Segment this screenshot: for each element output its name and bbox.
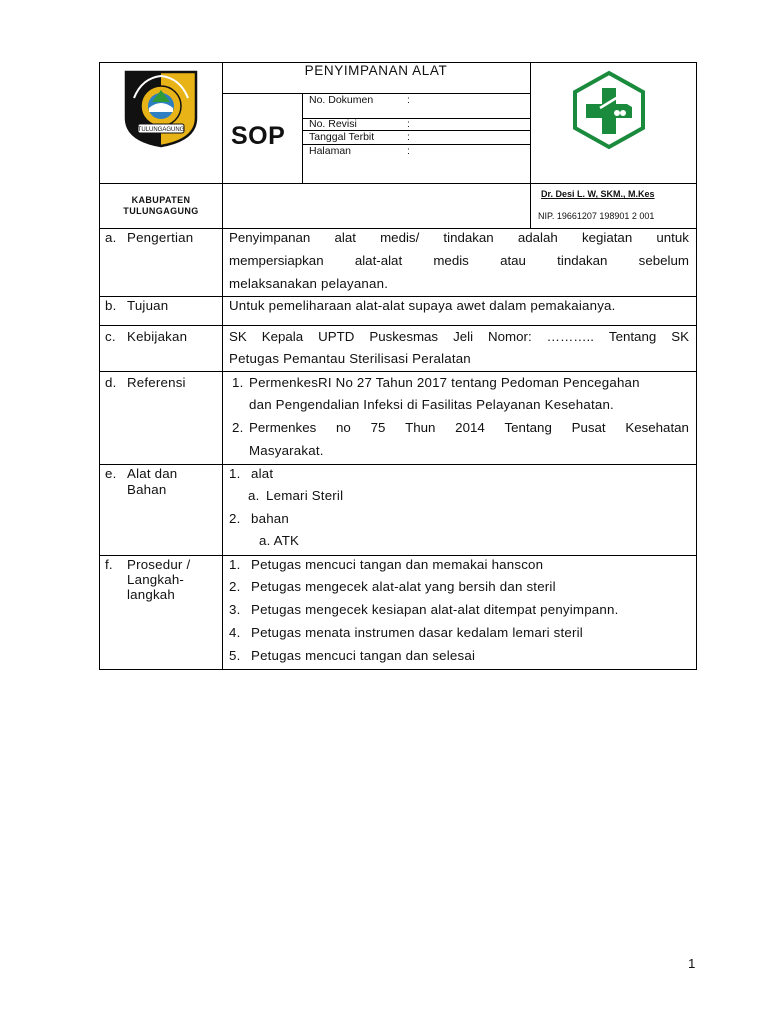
field-halaman-label: Halaman xyxy=(309,145,352,157)
section-b-label: Tujuan xyxy=(127,298,169,313)
material-2-text: bahan xyxy=(251,511,289,526)
material-1a-text: Lemari Steril xyxy=(266,488,344,503)
word: Kepala xyxy=(261,329,304,344)
signer-nip: NIP. 19661207 198901 2 001 xyxy=(538,211,655,221)
step-5-number: 5. xyxy=(229,648,241,663)
material-1-text: alat xyxy=(251,466,274,481)
section-d-letter: d. xyxy=(105,375,117,390)
region-line-1: KABUPATEN xyxy=(131,195,191,205)
word: Tentang xyxy=(504,420,552,435)
word: no xyxy=(336,420,351,435)
step-2-text: Petugas mengecek alat-alat yang bersih dan steril xyxy=(251,579,556,594)
word: Pusat xyxy=(571,420,606,435)
step-1-number: 1. xyxy=(229,557,241,572)
section-f-label-2: Langkah- xyxy=(127,572,185,587)
word: tindakan xyxy=(557,253,608,268)
word: Penyimpanan xyxy=(229,230,311,245)
word: alat-alat xyxy=(354,253,403,268)
region-line-2: TULUNGAGUNG xyxy=(123,206,199,216)
word: medis xyxy=(433,253,469,268)
field-no-revisi-label: No. Revisi xyxy=(309,118,357,130)
section-c-label: Kebijakan xyxy=(127,329,188,344)
section-a-label: Pengertian xyxy=(127,230,194,245)
word: Tentang xyxy=(608,329,657,344)
word: SK xyxy=(229,329,247,344)
field-tanggal-terbit-sep: : xyxy=(407,131,410,143)
section-c-line-1 xyxy=(229,329,689,344)
reference-1-number: 1. xyxy=(232,375,244,390)
section-a-letter: a. xyxy=(105,230,117,245)
step-4-number: 4. xyxy=(229,625,241,640)
step-3-number: 3. xyxy=(229,602,241,617)
step-5-text: Petugas mencuci tangan dan selesai xyxy=(251,648,476,663)
word: untuk xyxy=(656,230,689,245)
field-halaman-sep: : xyxy=(407,145,410,157)
reference-2-number: 2. xyxy=(232,420,244,435)
section-b-text: Untuk pemeliharaan alat-alat supaya awet dalam pemakaianya. xyxy=(229,298,616,313)
section-e-label-2: Bahan xyxy=(127,482,167,497)
sop-label: SOP xyxy=(231,122,286,150)
section-b-letter: b. xyxy=(105,298,117,313)
reference-1-line-2: dan Pengendalian Infeksi di Fasilitas Pelayanan Kesehatan. xyxy=(249,397,614,412)
page-number: 1 xyxy=(688,956,696,971)
word: tindakan xyxy=(443,230,494,245)
word: Nomor: xyxy=(488,329,532,344)
step-3-text: Petugas mengecek kesiapan alat-alat ditempat penyimpann. xyxy=(251,602,619,617)
regency-emblem xyxy=(122,68,200,148)
section-f-label-3: langkah xyxy=(127,587,175,602)
reference-1-line-1: PermenkesRI No 27 Tahun 2017 tentang Pedoman Pencegahan xyxy=(249,375,640,390)
word: UPTD xyxy=(318,329,355,344)
material-1a-number: a. xyxy=(248,488,260,503)
word: alat xyxy=(334,230,356,245)
word: medis/ xyxy=(380,230,420,245)
step-4-text: Petugas menata instrumen dasar kedalam lemari steril xyxy=(251,625,583,640)
field-no-dokumen-label: No. Dokumen xyxy=(309,94,374,106)
material-2a-text: a. ATK xyxy=(259,533,300,548)
word: adalah xyxy=(517,230,558,245)
word: SK xyxy=(671,329,689,344)
word: ……….. xyxy=(546,329,594,344)
reference-2-line-2: Masyarakat. xyxy=(249,443,324,458)
word: atau xyxy=(500,253,526,268)
step-1-text: Petugas mencuci tangan dan memakai hanscon xyxy=(251,557,544,572)
field-no-revisi-sep: : xyxy=(407,118,410,130)
word: kegiatan xyxy=(581,230,633,245)
section-d-label: Referensi xyxy=(127,375,186,390)
section-a-line-3: melaksanakan pelayanan. xyxy=(229,276,389,291)
word: mempersiapkan xyxy=(229,253,324,268)
reference-2-line-1 xyxy=(249,420,689,435)
section-a-line-2 xyxy=(229,253,689,268)
section-c-line-2: Petugas Pemantau Sterilisasi Peralatan xyxy=(229,351,471,366)
word: sebelum xyxy=(638,253,689,268)
section-e-letter: e. xyxy=(105,466,117,481)
puskesmas-logo xyxy=(570,70,648,150)
word: Kesehatan xyxy=(625,420,689,435)
svg-text:TULUNGAGUNG: TULUNGAGUNG xyxy=(137,127,185,133)
section-c-letter: c. xyxy=(105,329,116,344)
word: Jeli xyxy=(453,329,474,344)
signer-name: Dr. Desi L. W, SKM., M.Kes xyxy=(541,189,655,199)
section-e-label-1: Alat dan xyxy=(127,466,178,481)
section-f-letter: f. xyxy=(105,557,113,572)
section-a-line-1 xyxy=(229,230,689,245)
field-tanggal-terbit-label: Tanggal Terbit xyxy=(309,131,375,143)
word: Puskesmas xyxy=(369,329,439,344)
word: 2014 xyxy=(455,420,485,435)
word: Thun xyxy=(405,420,436,435)
section-f-label-1: Prosedur / xyxy=(127,557,191,572)
document-title: PENYIMPANAN ALAT xyxy=(304,63,448,78)
material-2-number: 2. xyxy=(229,511,241,526)
word: Permenkes xyxy=(249,420,317,435)
field-no-dokumen-sep: : xyxy=(407,94,410,106)
step-2-number: 2. xyxy=(229,579,241,594)
word: 75 xyxy=(370,420,386,435)
material-1-number: 1. xyxy=(229,466,241,481)
